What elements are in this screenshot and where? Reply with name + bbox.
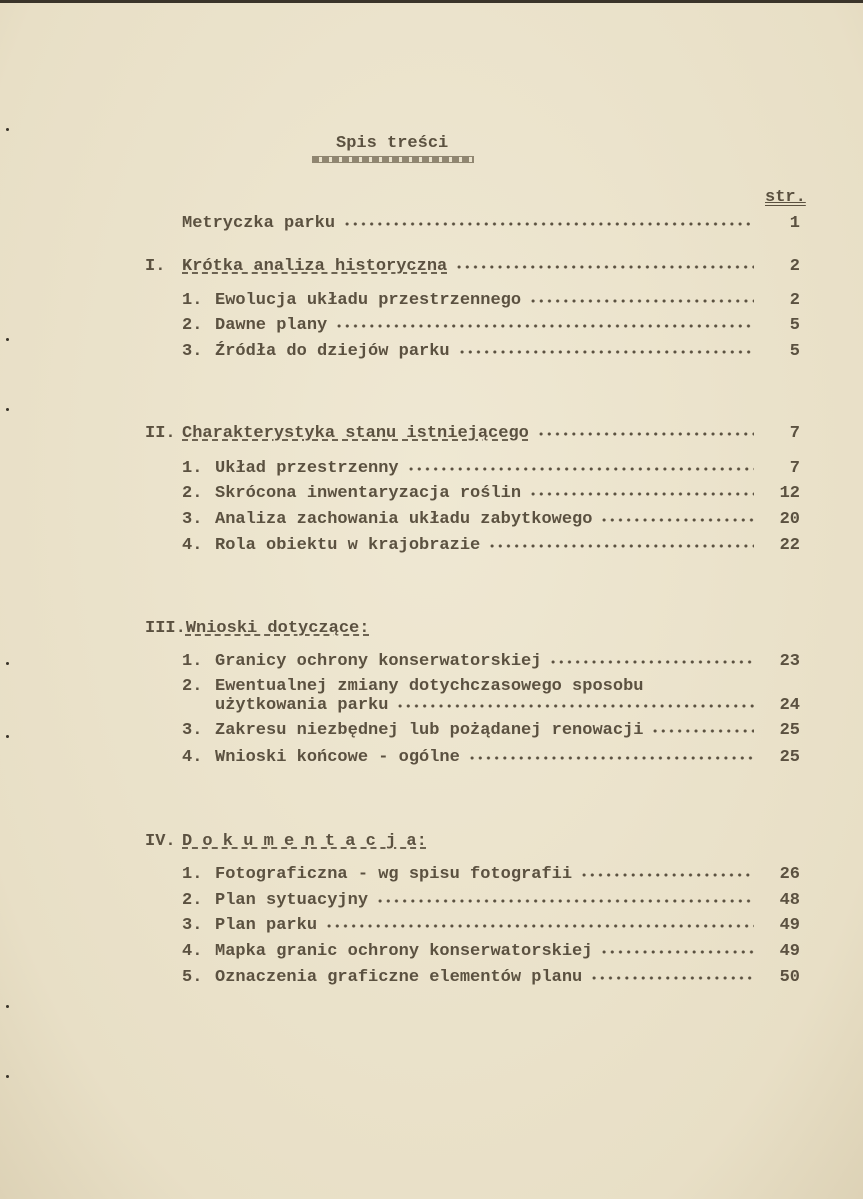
leader-dots (325, 923, 754, 929)
leader-dots (376, 898, 754, 904)
item-number: 2. (182, 316, 203, 335)
entry-page: 2 (789, 291, 800, 310)
item-number: 4. (182, 536, 203, 555)
toc-item (182, 942, 800, 961)
page-column-label: str. (765, 188, 806, 207)
item-label: Fotograficzna - wg spisu fotografii (215, 865, 573, 884)
punch-mark (6, 1075, 9, 1078)
toc-item (182, 748, 800, 767)
leader-dots (335, 323, 754, 329)
entry-page: 2 (789, 257, 800, 276)
item-number: 1. (182, 291, 203, 310)
section-numeral: I. (145, 257, 166, 276)
title-underline (312, 156, 474, 163)
entry-page: 1 (789, 214, 800, 233)
section-numeral: II. (145, 424, 176, 443)
item-label: Układ przestrzenny (215, 459, 399, 478)
leader-dots (407, 466, 754, 472)
entry-page: 24 (779, 696, 800, 715)
leader-dots (529, 298, 754, 304)
entry-page: 25 (779, 748, 800, 767)
toc-section-4 (145, 832, 427, 851)
item-label: użytkowania parku (215, 696, 389, 715)
toc-item (182, 484, 800, 503)
punch-mark (6, 1005, 9, 1008)
section-label: D o k u m e n t a c j a: (182, 832, 427, 851)
section-numeral: III. (145, 619, 186, 638)
item-label: Skrócona inwentaryzacja roślin (215, 484, 522, 503)
item-label: Ewolucja układu przestrzennego (215, 291, 522, 310)
item-number: 1. (182, 865, 203, 884)
item-number: 3. (182, 510, 203, 529)
item-label: Plan parku (215, 916, 318, 935)
item-label: Plan sytuacyjny (215, 891, 369, 910)
item-number: 1. (182, 652, 203, 671)
toc-item (182, 916, 800, 935)
leader-dots (396, 703, 754, 709)
item-number: 4. (182, 748, 203, 767)
entry-page: 7 (789, 424, 800, 443)
section-numeral: IV. (145, 832, 176, 851)
leader-dots (455, 264, 754, 270)
toc-item-continuation (215, 696, 800, 715)
entry-page: 22 (779, 536, 800, 555)
toc-item (182, 721, 800, 740)
punch-mark (6, 662, 9, 665)
item-number: 2. (182, 891, 203, 910)
toc-section-3 (145, 619, 369, 638)
toc-entry-intro (182, 214, 800, 233)
leader-dots (488, 543, 754, 549)
toc-item (182, 291, 800, 310)
item-label: Dawne plany (215, 316, 328, 335)
entry-page: 20 (779, 510, 800, 529)
toc-item (182, 510, 800, 529)
section-label: Charakterystyka stanu istniejącego (182, 424, 529, 443)
item-label: Oznaczenia graficzne elementów planu (215, 968, 583, 987)
item-number: 3. (182, 916, 203, 935)
item-number: 3. (182, 721, 203, 740)
leader-dots (537, 431, 754, 437)
toc-item (182, 677, 643, 696)
toc-item (182, 342, 800, 361)
leader-dots (343, 221, 754, 227)
punch-mark (6, 735, 9, 738)
entry-label: Metryczka parku (182, 214, 336, 233)
leader-dots (600, 949, 754, 955)
toc-section-2 (145, 424, 800, 443)
toc-item (182, 865, 800, 884)
entry-page: 50 (779, 968, 800, 987)
item-label: Mapka granic ochrony konserwatorskiej (215, 942, 593, 961)
scan-edge (0, 0, 863, 3)
leader-dots (651, 728, 754, 734)
leader-dots (580, 872, 754, 878)
item-number: 3. (182, 342, 203, 361)
page-title: Spis treści (336, 134, 449, 153)
item-label: Granicy ochrony konserwatorskiej (215, 652, 542, 671)
item-number: 2. (182, 677, 203, 696)
punch-mark (6, 128, 9, 131)
leader-dots (468, 755, 754, 761)
item-label: Źródła do dziejów parku (215, 342, 450, 361)
entry-page: 5 (789, 342, 800, 361)
item-number: 4. (182, 942, 203, 961)
item-number: 1. (182, 459, 203, 478)
item-label: Analiza zachowania układu zabytkowego (215, 510, 593, 529)
toc-item (182, 316, 800, 335)
toc-item (182, 536, 800, 555)
leader-dots (529, 491, 754, 497)
item-number: 2. (182, 484, 203, 503)
toc-item (182, 968, 800, 987)
punch-mark (6, 408, 9, 411)
leader-dots (600, 517, 754, 523)
item-number: 5. (182, 968, 203, 987)
entry-page: 25 (779, 721, 800, 740)
toc-item (182, 652, 800, 671)
entry-page: 49 (779, 916, 800, 935)
item-label: Rola obiektu w krajobrazie (215, 536, 481, 555)
punch-mark (6, 338, 9, 341)
entry-page: 48 (779, 891, 800, 910)
entry-page: 26 (779, 865, 800, 884)
entry-page: 7 (789, 459, 800, 478)
leader-dots (590, 975, 754, 981)
section-label: Krótka analiza historyczna (182, 257, 448, 276)
entry-page: 12 (779, 484, 800, 503)
toc-item (182, 459, 800, 478)
entry-page: 5 (789, 316, 800, 335)
item-label: Ewentualnej zmiany dotychczasowego sposobu (215, 677, 644, 696)
toc-section-1 (145, 257, 800, 276)
item-label: Zakresu niezbędnej lub pożądanej renowacji (215, 721, 644, 740)
entry-page: 23 (779, 652, 800, 671)
item-label: Wnioski końcowe - ogólne (215, 748, 460, 767)
section-label: Wnioski dotyczące: (185, 619, 370, 638)
leader-dots (458, 349, 754, 355)
leader-dots (549, 659, 754, 665)
toc-item (182, 891, 800, 910)
entry-page: 49 (779, 942, 800, 961)
